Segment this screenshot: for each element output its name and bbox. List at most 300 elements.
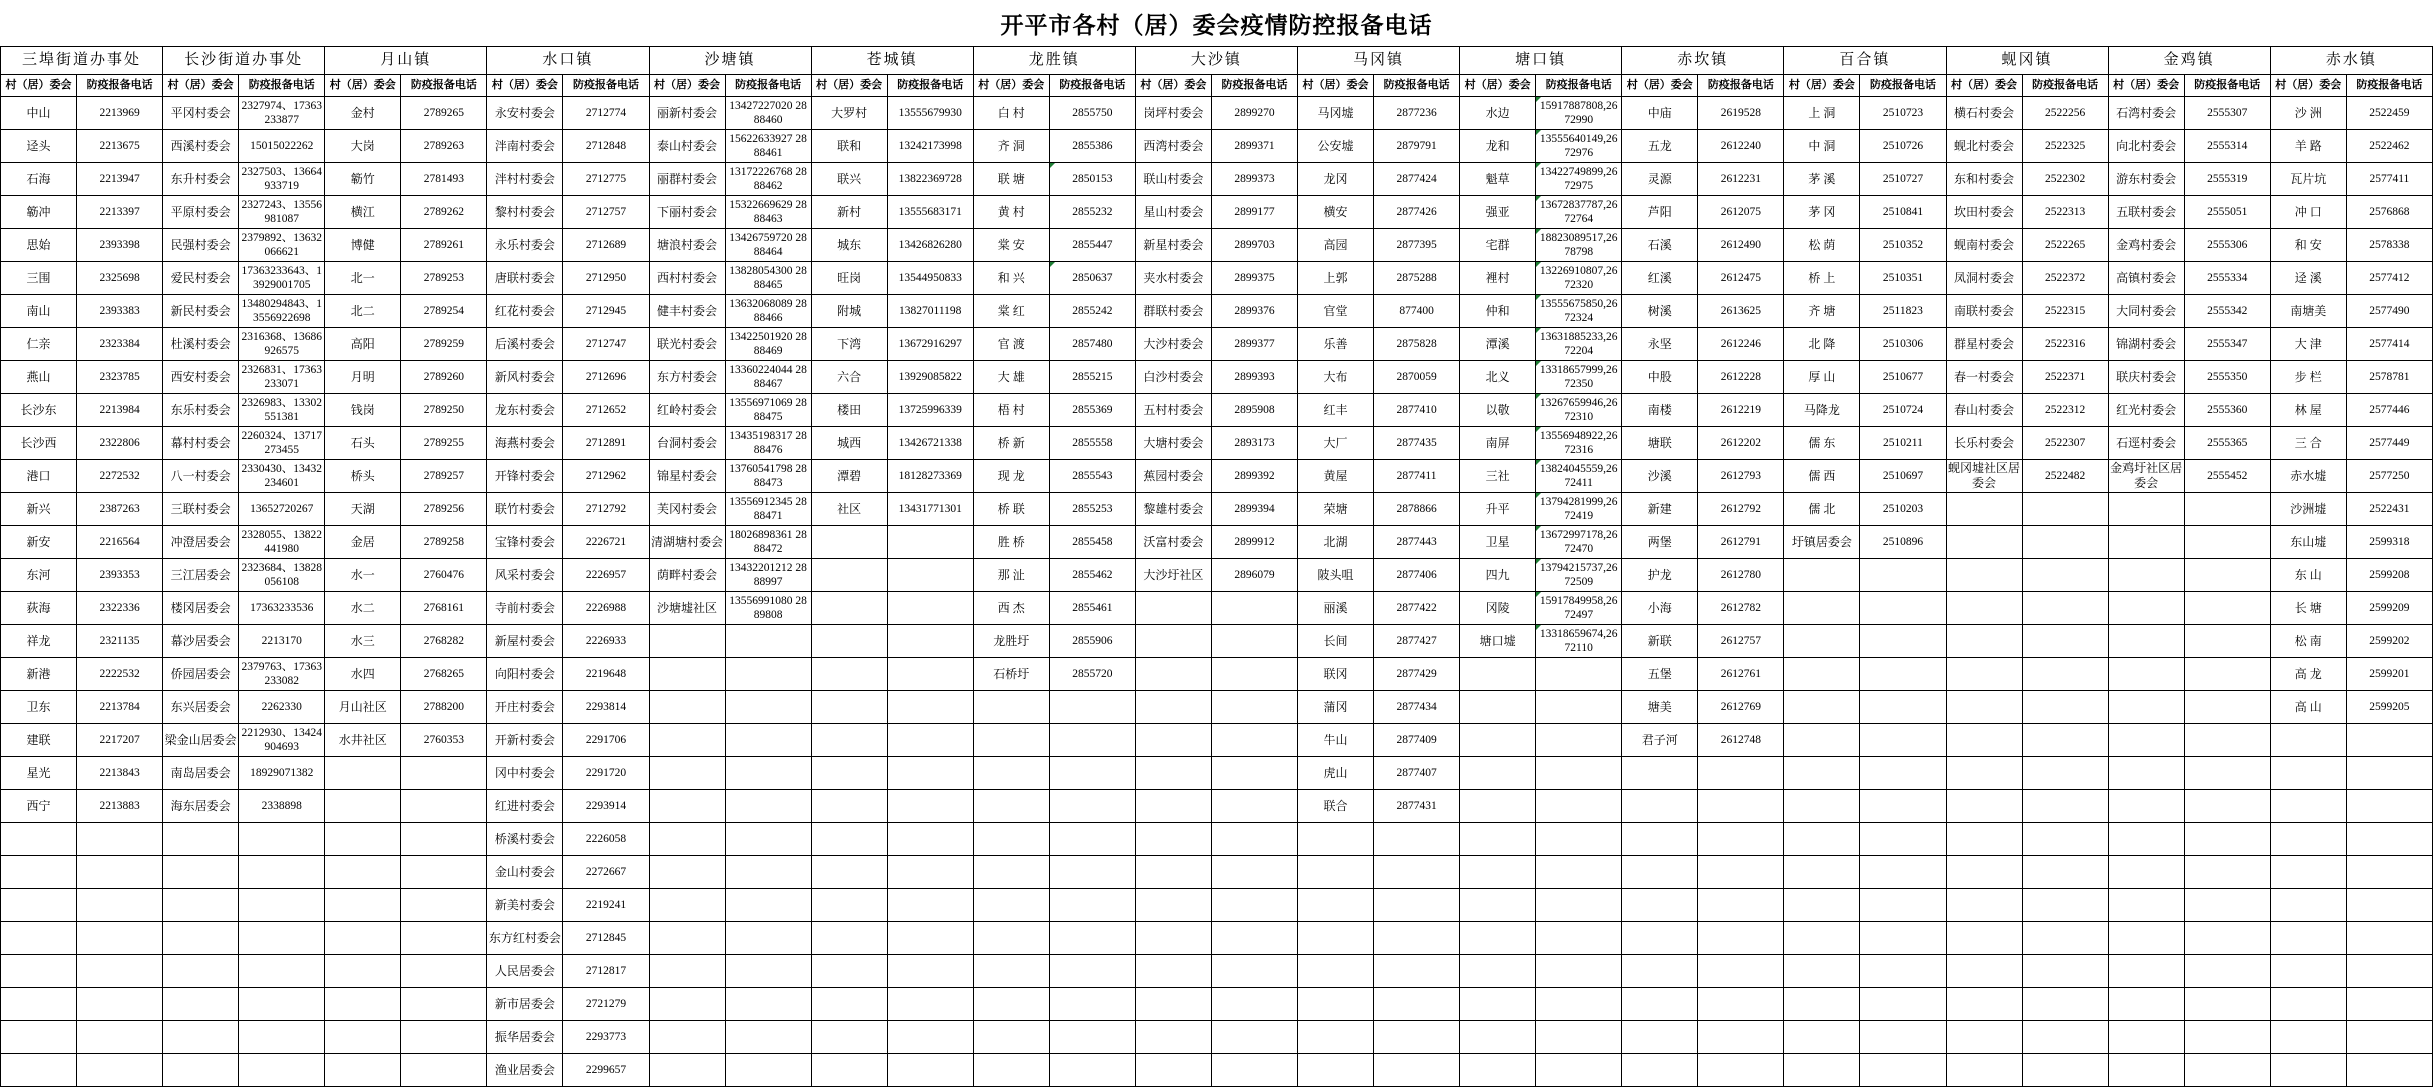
village-cell: 以敬: [1460, 394, 1536, 427]
phone-cell: [1211, 955, 1297, 988]
village-cell: 蚬北村委会: [1946, 130, 2022, 163]
subheader-village: 村（居）委会: [1298, 75, 1374, 97]
phone-cell: [401, 823, 487, 856]
village-cell: [2108, 493, 2184, 526]
phone-cell: [2346, 1054, 2432, 1087]
village-cell: [973, 823, 1049, 856]
village-cell: 新村: [811, 196, 887, 229]
village-cell: 燕山: [1, 361, 77, 394]
village-cell: [2270, 955, 2346, 988]
phone-cell: 2855386: [1049, 130, 1135, 163]
village-cell: 幕村村委会: [163, 427, 239, 460]
village-cell: [2108, 889, 2184, 922]
village-cell: 新建: [1622, 493, 1698, 526]
phone-cell: 2760353: [401, 724, 487, 757]
phone-cell: 2789257: [401, 460, 487, 493]
phone-cell: [887, 658, 973, 691]
phone-cell: 2899375: [1211, 262, 1297, 295]
village-cell: [2270, 889, 2346, 922]
village-cell: 石海: [1, 163, 77, 196]
phone-cell: 2612792: [1698, 493, 1784, 526]
village-cell: 高镇村委会: [2108, 262, 2184, 295]
subheader-village: 村（居）委会: [1784, 75, 1860, 97]
village-cell: [1, 889, 77, 922]
village-cell: 灵源: [1622, 163, 1698, 196]
table-row: [1, 922, 2433, 955]
phone-cell: 2576868: [2346, 196, 2432, 229]
phone-cell: 2577411: [2346, 163, 2432, 196]
phone-cell: 2578781: [2346, 361, 2432, 394]
village-cell: 红丰: [1298, 394, 1374, 427]
subheader-phone: 防疫报备电话: [1860, 75, 1946, 97]
phone-cell: 13555640149,2672976: [1536, 130, 1622, 163]
phone-cell: [1049, 1054, 1135, 1087]
phone-cell: 2599208: [2346, 559, 2432, 592]
table-row: [1, 97, 2433, 130]
phone-cell: [1211, 1054, 1297, 1087]
phone-cell: 2855462: [1049, 559, 1135, 592]
phone-cell: [2184, 625, 2270, 658]
village-cell: [163, 1021, 239, 1054]
village-cell: 八一村委会: [163, 460, 239, 493]
village-cell: [1460, 724, 1536, 757]
village-cell: 瓦片坑: [2270, 163, 2346, 196]
village-cell: 联庆村委会: [2108, 361, 2184, 394]
phone-cell: [887, 592, 973, 625]
town-header: 水口镇: [487, 47, 649, 75]
village-cell: 星山村委会: [1135, 196, 1211, 229]
village-cell: [649, 889, 725, 922]
village-cell: 群联村委会: [1135, 295, 1211, 328]
phone-cell: 2612219: [1698, 394, 1784, 427]
phone-cell: 2213883: [77, 790, 163, 823]
village-cell: [2270, 1021, 2346, 1054]
village-cell: 下丽村委会: [649, 196, 725, 229]
village-cell: 丽新村委会: [649, 97, 725, 130]
phone-cell: 13794215737,2672509: [1536, 559, 1622, 592]
village-cell: [2108, 625, 2184, 658]
phone-cell: 2877424: [1374, 163, 1460, 196]
village-cell: [649, 823, 725, 856]
phone-cell: [401, 856, 487, 889]
phone-cell: 2712950: [563, 262, 649, 295]
village-cell: [1784, 1054, 1860, 1087]
table-row: [1, 889, 2433, 922]
phone-cell: 2612202: [1698, 427, 1784, 460]
phone-cell: 2577414: [2346, 328, 2432, 361]
table-row: [1, 526, 2433, 559]
village-cell: [1, 922, 77, 955]
phone-cell: 13824045559,2672411: [1536, 460, 1622, 493]
phone-cell: 2612757: [1698, 625, 1784, 658]
phone-cell: 2899912: [1211, 526, 1297, 559]
village-cell: 塘联: [1622, 427, 1698, 460]
phone-cell: 2855750: [1049, 97, 1135, 130]
phone-cell: [1049, 955, 1135, 988]
village-cell: [1135, 691, 1211, 724]
phone-cell: [401, 922, 487, 955]
phone-cell: 2879791: [1374, 130, 1460, 163]
village-cell: 官堂: [1298, 295, 1374, 328]
village-cell: 赤水墟: [2270, 460, 2346, 493]
village-cell: [649, 1054, 725, 1087]
table-row: [1, 361, 2433, 394]
phone-cell: 2712817: [563, 955, 649, 988]
village-cell: [649, 922, 725, 955]
town-header: 月山镇: [325, 47, 487, 75]
phone-cell: 2899376: [1211, 295, 1297, 328]
phone-cell: [1211, 625, 1297, 658]
phone-cell: 2510203: [1860, 493, 1946, 526]
table-row: [1, 625, 2433, 658]
phone-cell: 2855242: [1049, 295, 1135, 328]
village-cell: 潭溪: [1460, 328, 1536, 361]
village-cell: 丽溪: [1298, 592, 1374, 625]
village-cell: 开新村委会: [487, 724, 563, 757]
town-header: 三埠街道办事处: [1, 47, 163, 75]
village-cell: [1135, 1054, 1211, 1087]
phone-cell: 2612761: [1698, 658, 1784, 691]
phone-cell: 2877434: [1374, 691, 1460, 724]
phone-cell: [1049, 889, 1135, 922]
village-cell: 大沙村委会: [1135, 328, 1211, 361]
phone-cell: [2184, 889, 2270, 922]
village-cell: 北二: [325, 295, 401, 328]
village-cell: 五村村委会: [1135, 394, 1211, 427]
phone-cell: 2855458: [1049, 526, 1135, 559]
phone-cell: 13422501920 2888469: [725, 328, 811, 361]
phone-cell: 2760476: [401, 559, 487, 592]
phone-cell: [2346, 955, 2432, 988]
table-row: [1, 262, 2433, 295]
phone-cell: 13555675850,2672324: [1536, 295, 1622, 328]
phone-cell: [887, 856, 973, 889]
village-cell: 塘口墟: [1460, 625, 1536, 658]
village-cell: 桥 新: [973, 427, 1049, 460]
village-cell: 游东村委会: [2108, 163, 2184, 196]
phone-cell: [1698, 889, 1784, 922]
phone-cell: [1860, 592, 1946, 625]
subheader-village: 村（居）委会: [2270, 75, 2346, 97]
village-cell: [2108, 1054, 2184, 1087]
village-cell: [1784, 691, 1860, 724]
phone-cell: 13318657999,2672350: [1536, 361, 1622, 394]
phone-cell: 2338898: [239, 790, 325, 823]
subheader-village: 村（居）委会: [1946, 75, 2022, 97]
phone-cell: 13929085822: [887, 361, 973, 394]
phone-cell: [1211, 790, 1297, 823]
village-cell: [2108, 757, 2184, 790]
village-cell: 和 兴: [973, 262, 1049, 295]
village-cell: 裡村: [1460, 262, 1536, 295]
phone-cell: 13431771301: [887, 493, 973, 526]
village-cell: 五龙: [1622, 130, 1698, 163]
phone-cell: 18026898361 2888472: [725, 526, 811, 559]
village-cell: 五堡: [1622, 658, 1698, 691]
village-cell: 新港: [1, 658, 77, 691]
village-cell: 三社: [1460, 460, 1536, 493]
village-cell: 龙胜圩: [973, 625, 1049, 658]
phone-cell: [2022, 1021, 2108, 1054]
village-cell: [2108, 922, 2184, 955]
phone-cell: [1860, 988, 1946, 1021]
phone-cell: 13672916297: [887, 328, 973, 361]
phone-cell: 2855543: [1049, 460, 1135, 493]
village-cell: [1460, 790, 1536, 823]
phone-cell: 2712652: [563, 394, 649, 427]
phone-cell: 2712775: [563, 163, 649, 196]
village-cell: 上 洞: [1784, 97, 1860, 130]
phone-cell: [239, 922, 325, 955]
village-cell: [1784, 889, 1860, 922]
phone-cell: [725, 625, 811, 658]
subheader-phone: 防疫报备电话: [2346, 75, 2432, 97]
village-cell: 红溪: [1622, 262, 1698, 295]
phone-cell: [2022, 757, 2108, 790]
village-cell: 冲 口: [2270, 196, 2346, 229]
village-cell: 新安: [1, 526, 77, 559]
subheader-village: 村（居）委会: [1, 75, 77, 97]
village-cell: [811, 592, 887, 625]
phone-cell: 2712747: [563, 328, 649, 361]
village-cell: 博健: [325, 229, 401, 262]
village-cell: 升平: [1460, 493, 1536, 526]
phone-cell: 2522459: [2346, 97, 2432, 130]
phone-cell: [725, 1021, 811, 1054]
phone-cell: 2510351: [1860, 262, 1946, 295]
village-cell: 新兴: [1, 493, 77, 526]
village-cell: [1622, 988, 1698, 1021]
village-cell: 东和村委会: [1946, 163, 2022, 196]
village-cell: 北 降: [1784, 328, 1860, 361]
village-cell: [1, 1021, 77, 1054]
table-row: [1, 196, 2433, 229]
phone-cell: 2213843: [77, 757, 163, 790]
phone-cell: [2022, 922, 2108, 955]
village-cell: 东升村委会: [163, 163, 239, 196]
village-cell: [1946, 790, 2022, 823]
village-cell: 高 龙: [2270, 658, 2346, 691]
phone-cell: 2850153: [1049, 163, 1135, 196]
village-cell: [1784, 658, 1860, 691]
phone-cell: 2877395: [1374, 229, 1460, 262]
phone-cell: 2877435: [1374, 427, 1460, 460]
phone-cell: 2510677: [1860, 361, 1946, 394]
phone-cell: 2510896: [1860, 526, 1946, 559]
village-cell: [1946, 1054, 2022, 1087]
village-cell: [973, 1054, 1049, 1087]
village-cell: 大厂: [1298, 427, 1374, 460]
phone-cell: 2877406: [1374, 559, 1460, 592]
subheader-village: 村（居）委会: [1135, 75, 1211, 97]
table-row: [1, 394, 2433, 427]
phone-cell: 2293814: [563, 691, 649, 724]
phone-cell: 13556948922,2672316: [1536, 427, 1622, 460]
village-cell: 金居: [325, 526, 401, 559]
phone-cell: 2522325: [2022, 130, 2108, 163]
phone-cell: [2184, 559, 2270, 592]
phone-cell: 2522307: [2022, 427, 2108, 460]
phone-cell: 2612748: [1698, 724, 1784, 757]
phone-cell: [401, 955, 487, 988]
phone-cell: 2877236: [1374, 97, 1460, 130]
village-cell: [1135, 790, 1211, 823]
village-cell: 坎田村委会: [1946, 196, 2022, 229]
table-row: [1, 559, 2433, 592]
village-cell: 旺岗: [811, 262, 887, 295]
village-cell: 岗坪村委会: [1135, 97, 1211, 130]
phone-cell: 13426759720 2888464: [725, 229, 811, 262]
phone-cell: 2877407: [1374, 757, 1460, 790]
village-cell: 泮村村委会: [487, 163, 563, 196]
village-cell: [1784, 790, 1860, 823]
village-cell: 上郭: [1298, 262, 1374, 295]
phone-cell: 18823089517,2678798: [1536, 229, 1622, 262]
village-cell: 社区: [811, 493, 887, 526]
village-cell: 高阳: [325, 328, 401, 361]
phone-cell: 2789262: [401, 196, 487, 229]
village-cell: 荫畔村委会: [649, 559, 725, 592]
village-cell: [163, 823, 239, 856]
phone-cell: 2789253: [401, 262, 487, 295]
village-cell: 冲澄居委会: [163, 526, 239, 559]
village-cell: 龙冈: [1298, 163, 1374, 196]
phone-cell: 18929071382: [239, 757, 325, 790]
village-cell: [1622, 1054, 1698, 1087]
table-row: [1, 229, 2433, 262]
village-cell: 松 南: [2270, 625, 2346, 658]
village-cell: 永坚: [1622, 328, 1698, 361]
phone-cell: [2022, 790, 2108, 823]
village-cell: [1460, 1021, 1536, 1054]
village-cell: 向北村委会: [2108, 130, 2184, 163]
phone-cell: 2522371: [2022, 361, 2108, 394]
village-cell: [325, 757, 401, 790]
village-cell: [1784, 823, 1860, 856]
phone-cell: 13556991080 2889808: [725, 592, 811, 625]
phone-cell: [1860, 955, 1946, 988]
village-cell: [2108, 988, 2184, 1021]
phone-cell: 2712792: [563, 493, 649, 526]
phone-cell: 2899177: [1211, 196, 1297, 229]
village-cell: [1135, 757, 1211, 790]
phone-cell: [2184, 691, 2270, 724]
phone-cell: 2522256: [2022, 97, 2108, 130]
table-row: [1, 856, 2433, 889]
village-cell: [2108, 823, 2184, 856]
phone-cell: 2789254: [401, 295, 487, 328]
village-cell: 迳 溪: [2270, 262, 2346, 295]
village-cell: 石头: [325, 427, 401, 460]
village-cell: [811, 526, 887, 559]
village-cell: [1622, 1021, 1698, 1054]
village-cell: 平原村委会: [163, 196, 239, 229]
phone-cell: [1374, 955, 1460, 988]
phone-cell: 13631885233,2672204: [1536, 328, 1622, 361]
village-cell: [1784, 988, 1860, 1021]
village-cell: 荣塘: [1298, 493, 1374, 526]
phone-cell: 2226988: [563, 592, 649, 625]
phone-cell: 2877431: [1374, 790, 1460, 823]
town-header: 马冈镇: [1298, 47, 1460, 75]
village-cell: 金鸡村委会: [2108, 229, 2184, 262]
village-cell: 步 栏: [2270, 361, 2346, 394]
village-cell: [1298, 988, 1374, 1021]
village-cell: [973, 757, 1049, 790]
phone-cell: 2226957: [563, 559, 649, 592]
phone-cell: 2870059: [1374, 361, 1460, 394]
table-row: [1, 691, 2433, 724]
phone-cell: 2789259: [401, 328, 487, 361]
village-cell: 民强村委会: [163, 229, 239, 262]
village-cell: [325, 988, 401, 1021]
phone-cell: [1049, 691, 1135, 724]
village-cell: 三 合: [2270, 427, 2346, 460]
phone-cell: 2712845: [563, 922, 649, 955]
phone-cell: 2712891: [563, 427, 649, 460]
phone-cell: 13556912345 2888471: [725, 493, 811, 526]
village-cell: 月明: [325, 361, 401, 394]
phone-cell: [1536, 757, 1622, 790]
table-row: [1, 163, 2433, 196]
subheader-village: 村（居）委会: [811, 75, 887, 97]
village-cell: 北一: [325, 262, 401, 295]
phone-cell: [239, 889, 325, 922]
phone-cell: 15015022262: [239, 130, 325, 163]
phone-cell: 13556971069 2888475: [725, 394, 811, 427]
phone-cell: [1536, 922, 1622, 955]
phone-cell: [1860, 1054, 1946, 1087]
village-cell: 横江: [325, 196, 401, 229]
phone-cell: 2555051: [2184, 196, 2270, 229]
village-cell: 大岗: [325, 130, 401, 163]
village-cell: [811, 691, 887, 724]
village-cell: 牛山: [1298, 724, 1374, 757]
village-cell: 星光: [1, 757, 77, 790]
phone-cell: [1211, 592, 1297, 625]
phone-cell: [1860, 658, 1946, 691]
phone-cell: [1211, 691, 1297, 724]
phone-cell: 2213397: [77, 196, 163, 229]
phone-cell: 2323384: [77, 328, 163, 361]
phone-cell: [1698, 823, 1784, 856]
phone-cell: [1374, 988, 1460, 1021]
phone-cell: [2022, 724, 2108, 757]
village-cell: 向阳村委会: [487, 658, 563, 691]
phone-cell: 2721279: [563, 988, 649, 1021]
table-row: [1, 328, 2433, 361]
phone-cell: [2346, 922, 2432, 955]
village-cell: 水二: [325, 592, 401, 625]
table-row: [1, 658, 2433, 691]
phone-cell: [1860, 823, 1946, 856]
village-cell: 新民村委会: [163, 295, 239, 328]
phone-cell: 2555314: [2184, 130, 2270, 163]
phone-cell: 2855558: [1049, 427, 1135, 460]
phone-cell: 2326831、17363233071: [239, 361, 325, 394]
phone-cell: [887, 1021, 973, 1054]
village-cell: 五联村委会: [2108, 196, 2184, 229]
phone-cell: 2577490: [2346, 295, 2432, 328]
phone-cell: 2272667: [563, 856, 649, 889]
phone-cell: 2850637: [1049, 262, 1135, 295]
phone-cell: 2781493: [401, 163, 487, 196]
phone-cell: [1860, 889, 1946, 922]
village-cell: 中股: [1622, 361, 1698, 394]
phone-cell: 2510306: [1860, 328, 1946, 361]
village-cell: 风采村委会: [487, 559, 563, 592]
village-cell: [1946, 592, 2022, 625]
